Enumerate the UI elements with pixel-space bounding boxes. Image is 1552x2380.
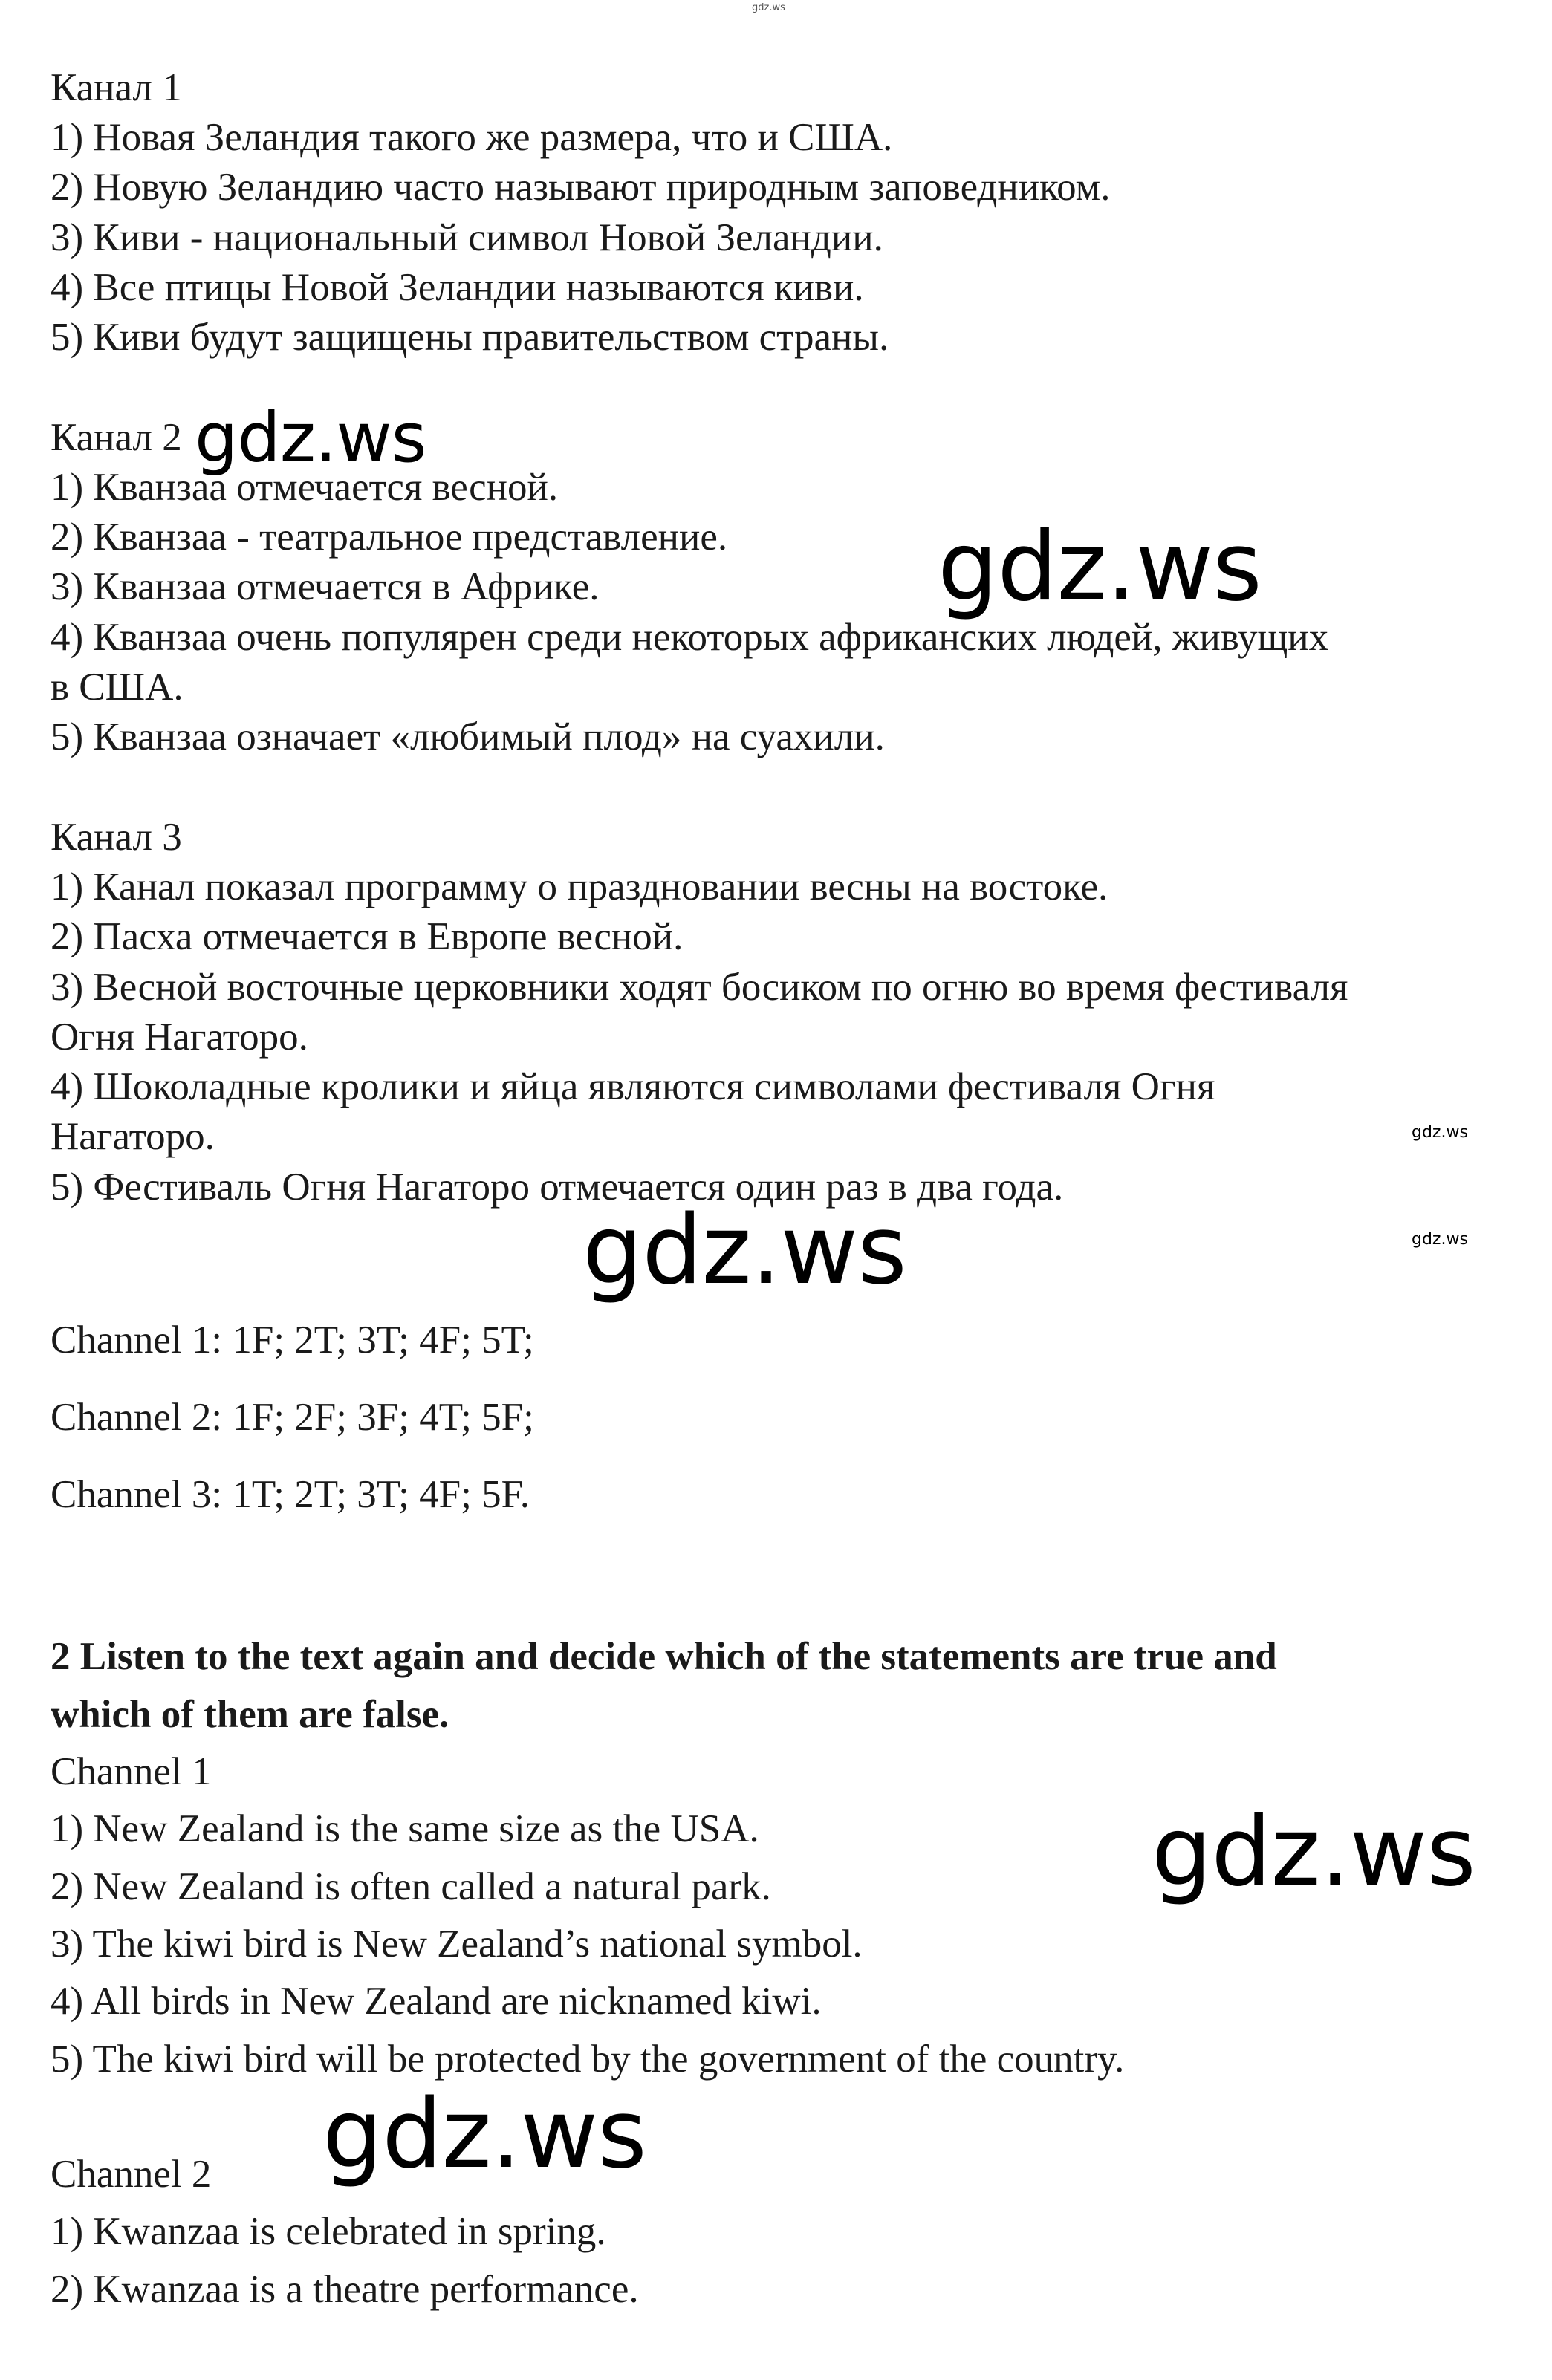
watermark-3: gdz.ws [1412, 1123, 1468, 1142]
task2-channel1-item-2: 2) New Zealand is often called a natural park. [51, 1865, 771, 1908]
task2-channel1-item-3: 3) The kiwi bird is New Zealand’s national symbol. [51, 1922, 863, 1966]
watermark-2: gdz.ws [938, 512, 1262, 622]
channel2-ru-item-4a: 4) Кванзаа очень популярен среди некоторых африканских людей, живущих [51, 616, 1329, 659]
channel3-ru-heading: Канал 3 [51, 816, 182, 859]
task2-channel2-heading: Channel 2 [51, 2153, 212, 2196]
task2-channel1-item-5: 5) The kiwi bird will be protected by the government of the country. [51, 2038, 1125, 2081]
task2-title-line1: 2 Listen to the text again and decide which of the statements are true and [51, 1635, 1277, 1678]
channel2-ru-heading: Канал 2 [51, 416, 182, 459]
task2-channel2-item-1: 1) Kwanzaa is celebrated in spring. [51, 2210, 606, 2253]
channel1-ru-item-4: 4) Все птицы Новой Зеландии называются киви. [51, 266, 864, 309]
channel3-ru-item-1: 1) Канал показал программу о праздновании весны на востоке. [51, 865, 1108, 908]
channel2-ru-item-3: 3) Кванзаа отмечается в Африке. [51, 565, 600, 608]
watermark-6: gdz.ws [1152, 1797, 1475, 1908]
watermark-top: gdz.ws [752, 2, 785, 13]
task2-channel1-item-4: 4) All birds in New Zealand are nicknamed kiwi. [51, 1980, 822, 2023]
watermark-1: gdz.ws [195, 398, 426, 478]
channel3-ru-item-4b: Нагаторо. [51, 1115, 215, 1158]
watermark-5: gdz.ws [1412, 1230, 1468, 1249]
channel2-ru-item-5: 5) Кванзаа означает «любимый плод» на суахили. [51, 715, 885, 758]
channel1-ru-item-3: 3) Киви - национальный символ Новой Зеландии. [51, 216, 883, 259]
watermark-7: gdz.ws [322, 2079, 646, 2190]
channel2-ru-item-1: 1) Кванзаа отмечается весной. [51, 466, 559, 509]
channel1-ru-item-5: 5) Киви будут защищены правительством страны. [51, 316, 889, 359]
channel3-ru-item-3a: 3) Весной восточные церковники ходят босиком по огню во время фестиваля [51, 966, 1348, 1009]
answer-channel-1: Channel 1: 1F; 2T; 3T; 4F; 5T; [51, 1319, 534, 1362]
channel3-ru-item-4a: 4) Шоколадные кролики и яйца являются символами фестиваля Огня [51, 1065, 1215, 1108]
channel1-ru-item-1: 1) Новая Зеландия такого же размера, что и США. [51, 116, 893, 159]
channel3-ru-item-2: 2) Пасха отмечается в Европе весной. [51, 915, 684, 958]
answer-channel-3: Channel 3: 1T; 2T; 3T; 4F; 5F. [51, 1473, 530, 1516]
task2-channel1-item-1: 1) New Zealand is the same size as the USA. [51, 1807, 759, 1850]
task2-channel1-heading: Channel 1 [51, 1750, 212, 1793]
watermark-4: gdz.ws [582, 1195, 906, 1306]
channel3-ru-item-3b: Огня Нагаторо. [51, 1015, 308, 1059]
channel2-ru-item-4b: в США. [51, 666, 184, 709]
task2-title-line2: which of them are false. [51, 1693, 449, 1736]
channel3-ru-item-5: 5) Фестиваль Огня Нагаторо отмечается один раз в два года. [51, 1165, 1064, 1209]
task2-channel2-item-2: 2) Kwanzaa is a theatre performance. [51, 2268, 639, 2311]
answer-channel-2: Channel 2: 1F; 2F; 3F; 4T; 5F; [51, 1396, 534, 1439]
channel1-ru-item-2: 2) Новую Зеландию часто называют природным заповедником. [51, 166, 1111, 209]
channel2-ru-item-2: 2) Кванзаа - театральное представление. [51, 516, 728, 559]
channel1-ru-heading: Канал 1 [51, 66, 182, 109]
